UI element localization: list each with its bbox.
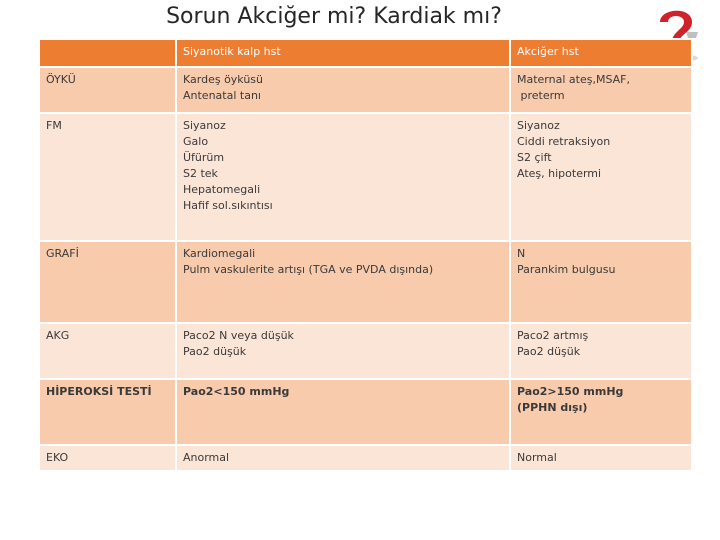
table-header-row	[39, 39, 692, 67]
row-label: ÖYKÜ	[39, 67, 176, 113]
lung-cell	[510, 67, 692, 113]
row-label: FM	[39, 113, 176, 241]
cell-line: Maternal ateş,MSAF,	[517, 73, 630, 86]
lung-cell	[510, 241, 692, 323]
cell-line: preterm	[517, 89, 565, 102]
cell-line: Pulm vaskulerite artışı (TGA ve PVDA dışında)	[183, 263, 434, 276]
cell-line: Pao2 düşük	[183, 345, 247, 358]
row-label: GRAFİ	[39, 241, 176, 323]
cardiac-cell	[176, 323, 510, 379]
row-label: AKG	[39, 323, 176, 379]
cell-line: Pao2>150 mmHg	[517, 385, 624, 398]
cardiac-cell	[176, 67, 510, 113]
table-row	[39, 67, 692, 113]
cell-line: Parankim bulgusu	[517, 263, 616, 276]
cardiac-cell	[176, 241, 510, 323]
table-row	[39, 241, 692, 323]
cell-line: Pao2<150 mmHg	[183, 385, 290, 398]
table-row	[39, 445, 692, 471]
cardiac-cell	[176, 445, 510, 471]
cell-line: N	[517, 247, 526, 260]
cell-line: Normal	[517, 451, 557, 464]
header-cell-empty	[39, 39, 176, 67]
table-row	[39, 113, 692, 241]
table-row	[39, 379, 692, 445]
cell-line: Pao2 düşük	[517, 345, 581, 358]
cell-line: Ciddi retraksiyon	[517, 135, 611, 148]
cardiac-cell	[176, 113, 510, 241]
cell-line: Kardiomegali	[183, 247, 256, 260]
cell-line: Üfürüm	[183, 151, 225, 164]
cell-line: S2 çift	[517, 151, 552, 164]
cell-line: Hafif sol.sıkıntısı	[183, 199, 273, 212]
lung-cell	[510, 379, 692, 445]
header-cell-lung: Akciğer hst	[510, 39, 692, 67]
cell-line: Ateş, hipotermi	[517, 167, 602, 180]
cell-line: Galo	[183, 135, 209, 148]
row-label: HİPEROKSİ TESTİ	[39, 379, 176, 445]
lung-cell	[510, 445, 692, 471]
cell-line: Hepatomegali	[183, 183, 261, 196]
cell-line: Paco2 N veya düşük	[183, 329, 294, 342]
cell-line: Antenatal tanı	[183, 89, 261, 102]
cardiac-cell	[176, 379, 510, 445]
cell-line: Paco2 artmış	[517, 329, 589, 342]
page-title: Sorun Akciğer mi? Kardiak mı?	[166, 4, 502, 29]
lung-cell	[510, 113, 692, 241]
lung-cell	[510, 323, 692, 379]
cell-line: S2 tek	[183, 167, 218, 180]
table-row	[39, 323, 692, 379]
cell-line: Siyanoz	[183, 119, 226, 132]
row-label: EKO	[39, 445, 176, 471]
comparison-table	[38, 38, 693, 472]
cell-line: (PPHN dışı)	[517, 401, 588, 414]
cell-line: Siyanoz	[517, 119, 560, 132]
header-cell-cardiac: Siyanotik kalp hst	[176, 39, 510, 67]
cell-line: Anormal	[183, 451, 230, 464]
cell-line: Kardeş öyküsü	[183, 73, 264, 86]
